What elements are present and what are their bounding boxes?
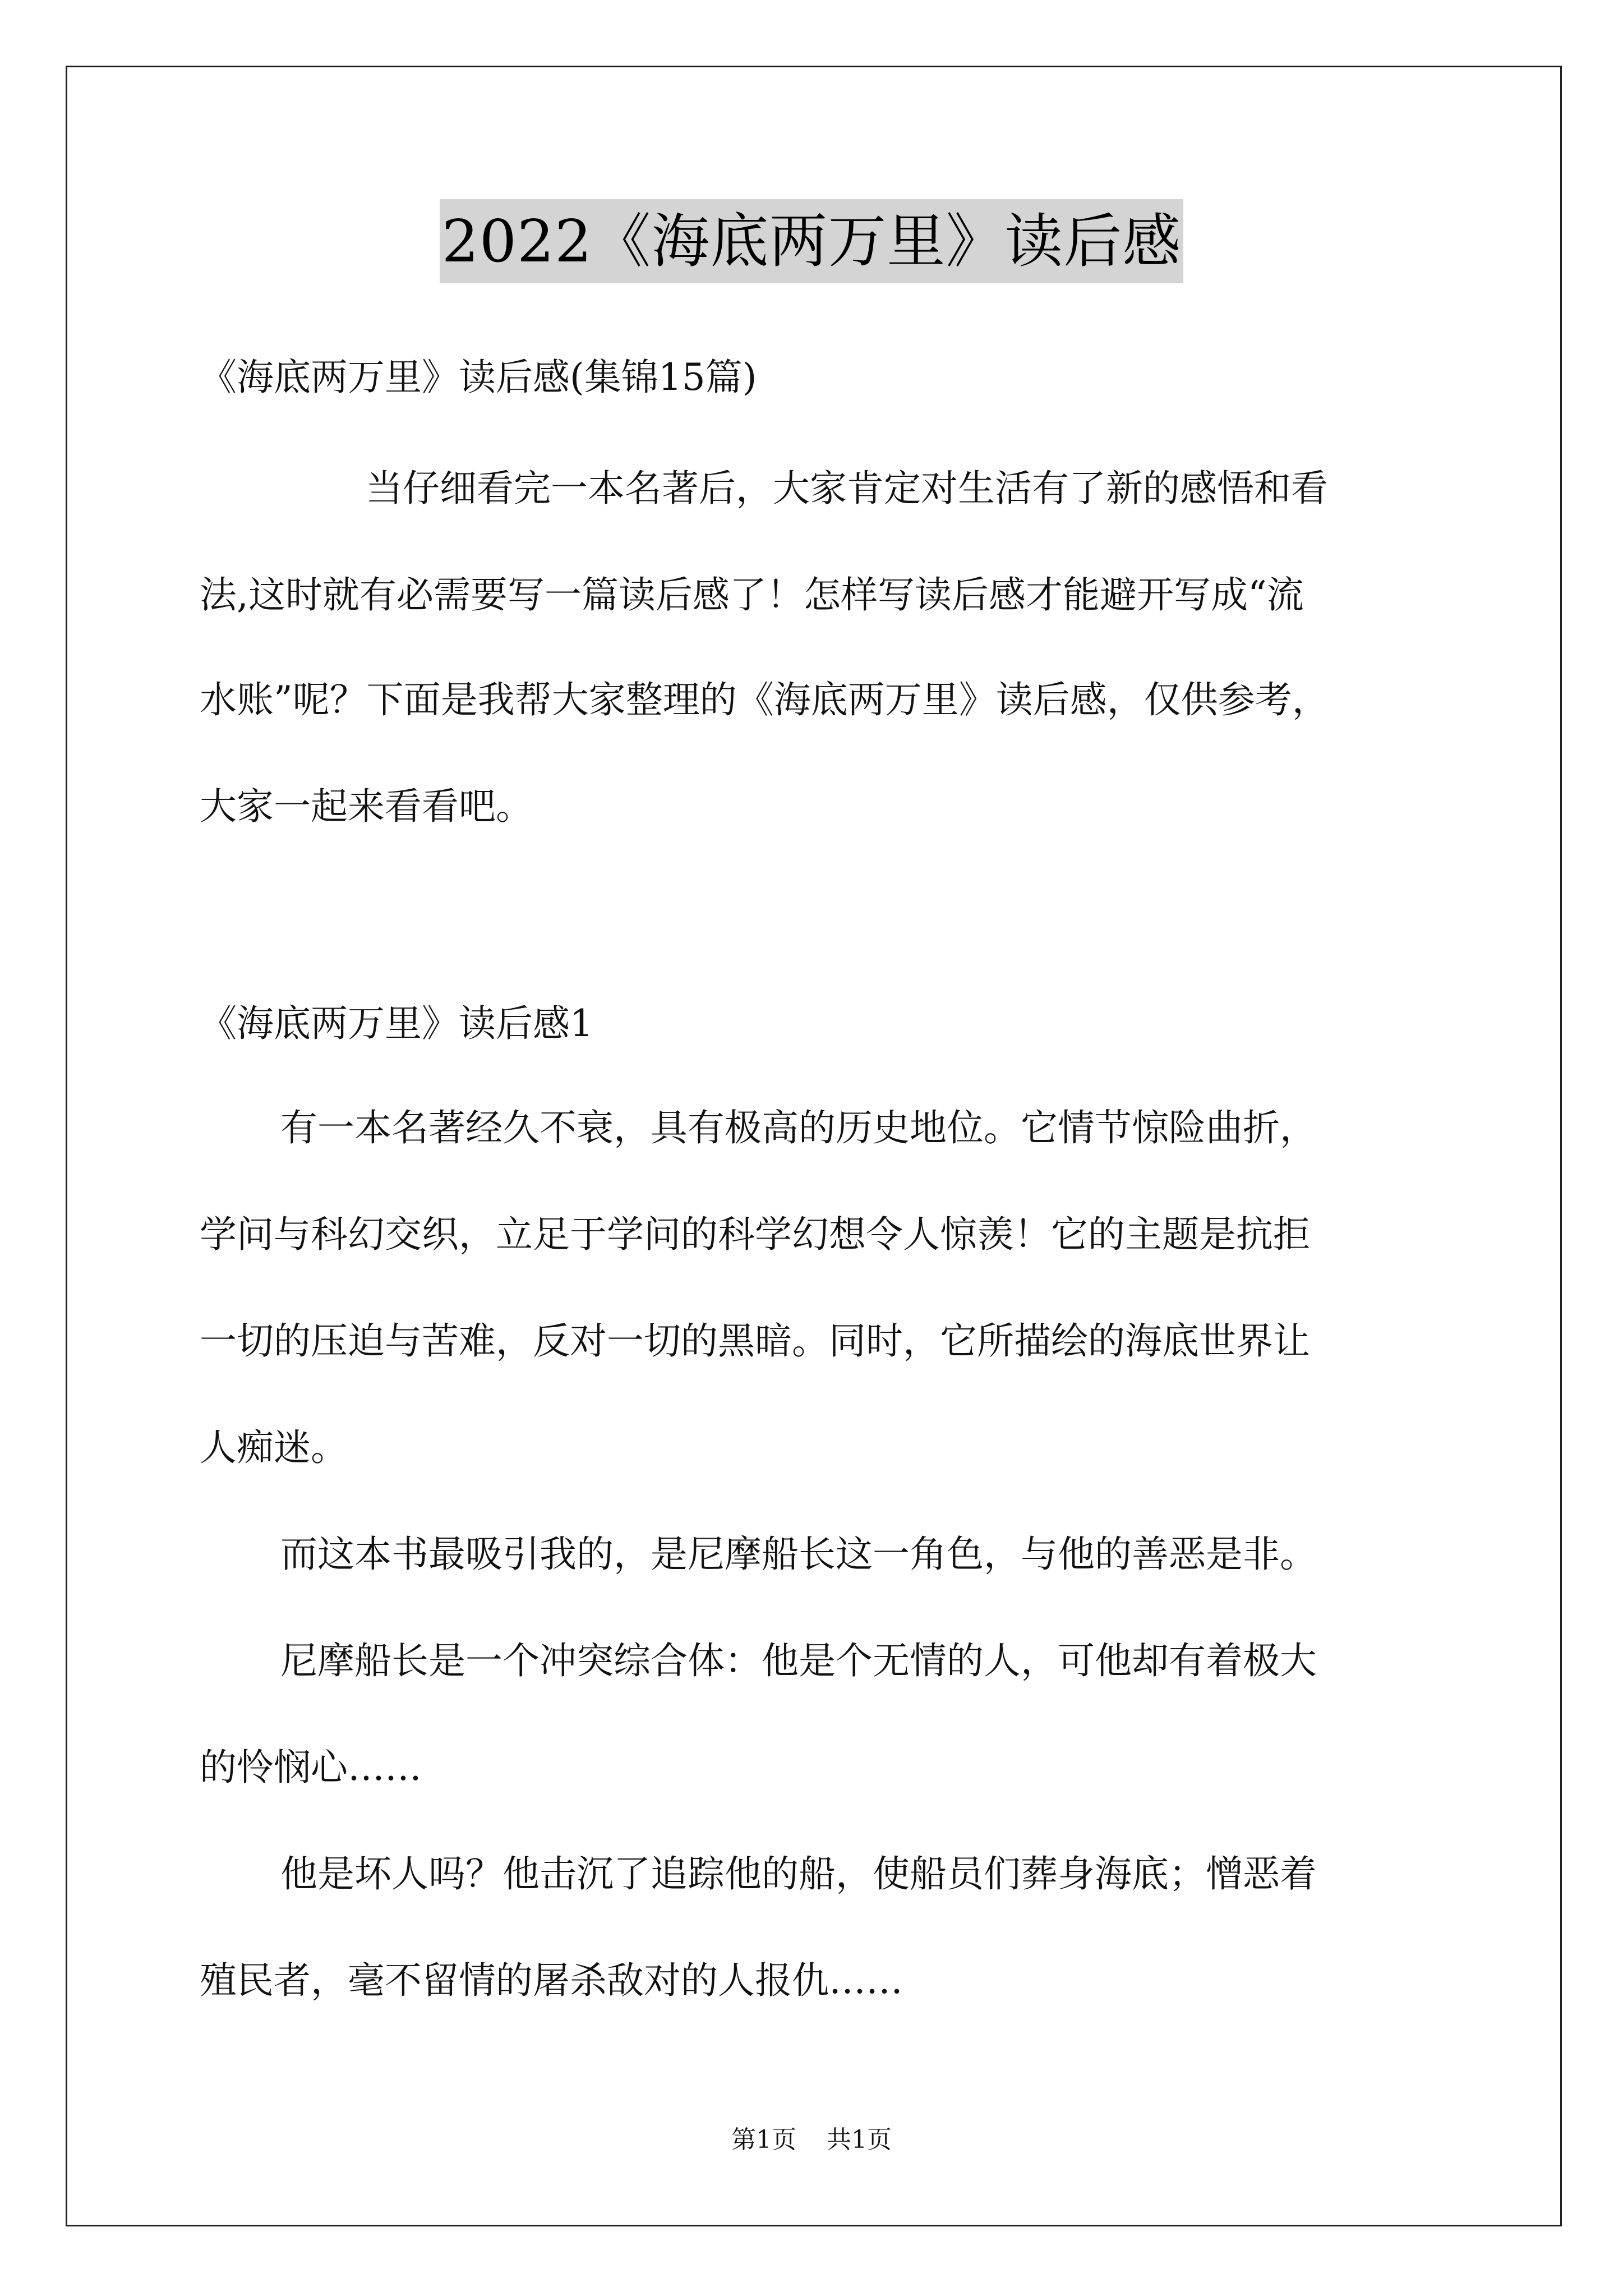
- paragraph-line: 尼摩船长是一个冲突综合体：他是个无情的人，可他却有着极大: [280, 1639, 1317, 1682]
- paragraph-line: 而这本书最吸引我的，是尼摩船长这一角色，与他的善恶是非。: [280, 1533, 1317, 1576]
- paragraph-line: 一切的压迫与苦难，反对一切的黑暗。同时，它所描绘的海底世界让: [200, 1319, 1310, 1363]
- paragraph-line: 学问与科幻交织，立足于学问的科学幻想令人惊羡！它的主题是抗拒: [200, 1213, 1310, 1256]
- paragraph-line: 水账”呢？下面是我帮大家整理的《海底两万里》读后感，仅供参考，: [200, 678, 1329, 721]
- paragraph-line: 的怜悯心……: [200, 1746, 422, 1789]
- title-container: [0, 199, 1623, 283]
- page-footer: [0, 2123, 1623, 2157]
- paragraph-line: 有一本名著经久不衰，具有极高的历史地位。它情节惊险曲折，: [280, 1106, 1317, 1149]
- page-total: 共1页: [827, 2125, 892, 2154]
- paragraph-line: 大家一起来看看吧。: [200, 785, 533, 828]
- paragraph-line: 殖民者，毫不留情的屠杀敌对的人报仇……: [200, 1959, 903, 2002]
- subtitle-line: 《海底两万里》读后感(集锦15篇): [200, 356, 757, 399]
- paragraph-line: 人痴迷。: [200, 1426, 348, 1469]
- paragraph-line: 他是坏人吗？他击沉了追踪他的船，使船员们葬身海底；憎恶着: [280, 1852, 1317, 1895]
- section-heading: 《海底两万里》读后感1: [200, 1002, 593, 1045]
- paragraph-line: 当仔细看完一本名著后，大家肯定对生活有了新的感悟和看: [366, 467, 1328, 510]
- paragraph-line: 法,这时就有必需要写一篇读后感了！怎样写读后感才能避开写成“流: [200, 573, 1304, 616]
- page-number: 第1页: [731, 2125, 796, 2154]
- document-title: 2022《海底两万里》读后感: [440, 199, 1184, 283]
